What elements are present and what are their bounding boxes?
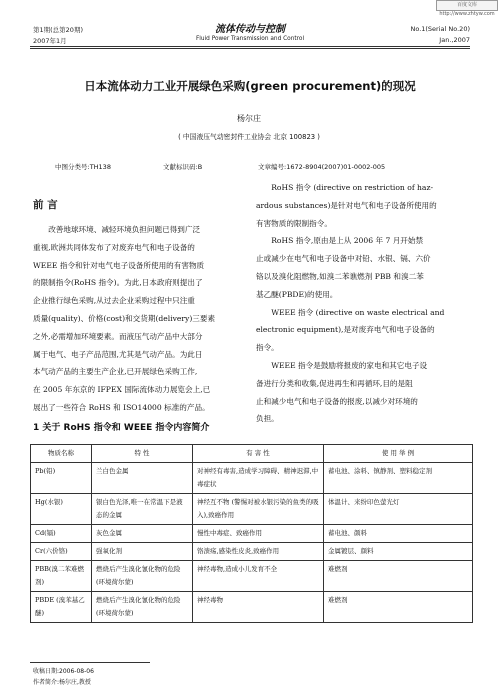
journal-title-en: Fluid Power Transmission and Control — [195, 36, 305, 42]
text-line: 改善地球环境、减轻环境负担问题已得到广泛 — [48, 225, 201, 234]
table-cell: 神经毒物,造成小儿发育不全 — [193, 561, 324, 592]
text-line: 止和减少电气和电子设备的报废,以减少对环境的 — [256, 396, 418, 406]
article-number: 文章编号:1672-8904(2007)01-0002-005 — [258, 163, 386, 171]
text-line: RoHS 指令 (directive on restriction of haz- — [271, 183, 434, 192]
table-row — [31, 463, 473, 494]
document-code: 文献标识码:B — [163, 163, 203, 171]
section1-heading: 1 关于 RoHS 指令和 WEEE 指令内容简介 — [33, 423, 210, 433]
text-line: 在 2005 年东京的 IFPEX 国际流体动力展览会上,已 — [33, 385, 211, 395]
table-row — [31, 592, 473, 623]
table-cell: PBB(溴二苯难燃剂) — [31, 561, 92, 592]
clc-number: 中图分类号:TH138 — [55, 163, 111, 171]
table-cell: 银白色光泽,唯一在常温下是液态的金属 — [92, 494, 193, 525]
author-bio: 作者简介:杨尔庄,教授 — [33, 679, 91, 686]
footnote-rule — [30, 662, 150, 663]
serial-number: No.1(Serial No.20) — [410, 25, 470, 33]
table-cell: 铬溃疡,感染性皮炎,致癌作用 — [193, 543, 324, 561]
table-header-cell: 有 害 性 — [193, 445, 324, 463]
table-header-row — [31, 445, 473, 463]
table-header-cell: 物质名称 — [31, 445, 92, 463]
text-line: RoHS 指令,原由是上从 2006 年 7 月开始禁 — [271, 236, 424, 246]
table-header-cell: 特 性 — [92, 445, 193, 463]
table-cell: 神经互不物 (警惕对被水银污染的鱼类的吸入),致癌作用 — [193, 494, 324, 525]
text-line: 重视,欧洲共同体发布了对废弃电气和电子设备的 — [33, 242, 195, 252]
author-name: 杨尔庄 — [237, 114, 261, 123]
table-cell: 燃烧后产生溴化氰化物的危险(环境荷尔蒙) — [92, 561, 193, 592]
text-line: WEEE 指令是鼓励将报废的家电和其它电子设 — [271, 360, 428, 370]
table-cell: 金属镀层、颜料 — [324, 543, 473, 561]
table-cell: 慢性中毒症、致癌作用 — [193, 525, 324, 543]
header-rule-thin — [30, 48, 470, 49]
table-cell: Cr(六价铬) — [31, 543, 92, 561]
watermark-badge: 百度文库 http://www.zhtyw.com — [436, 0, 498, 11]
issue-number: 第1期(总第20期) — [33, 26, 83, 34]
text-line: 止或减少在电气和电子设备中对铅、水银、镉、六价 — [256, 254, 431, 264]
received-date: 收稿日期:2006-08-06 — [33, 668, 94, 675]
text-line: 之外,必需增加环境要素。而液压气动产品中大部分 — [33, 331, 203, 341]
text-line: 的限制指令(RoHS 指令)。为此,日本政府则提出了 — [33, 278, 203, 288]
text-line: 铬以及溴化阻燃物,如溴二苯谯燃剂 PBB 和溴二苯 — [256, 271, 424, 281]
table-cell: 神经毒物 — [193, 592, 324, 623]
text-line: 基乙醚(PBDE)的使用。 — [256, 289, 338, 299]
table-cell: 兰白色金属 — [92, 463, 193, 494]
table-cell: Hg(水银) — [31, 494, 92, 525]
text-line: 展出了一些符合 RoHS 和 ISO14000 标准的产品。 — [33, 402, 210, 412]
text-line: 有害物质的限制指令。 — [256, 218, 332, 228]
table-row — [31, 543, 473, 561]
serial-date: Jan.,2007 — [439, 36, 470, 44]
table-cell: Pb(铅) — [31, 463, 92, 494]
table-row — [31, 494, 473, 525]
table-cell: 对神经有毒害,造成学习障碍、精神迟滞,中毒症状 — [193, 463, 324, 494]
table-cell: 强氧化剂 — [92, 543, 193, 561]
table-cell: Cd(镉) — [31, 525, 92, 543]
preface-body — [33, 221, 246, 417]
text-line: 备进行分类和收集,促进再生和再循环,目的是阻 — [256, 378, 413, 388]
table-cell: 蓄电池、颜料 — [324, 525, 473, 543]
hazardous-substances-table — [30, 444, 473, 623]
author-affiliation: ( 中国液压气动密封件工业协会 北京 100823 ) — [178, 133, 320, 141]
table-row — [31, 561, 473, 592]
right-column-body — [256, 179, 472, 428]
table-row — [31, 525, 473, 543]
table-cell: 灰色金属 — [92, 525, 193, 543]
journal-title: 流体传动与控制 — [215, 24, 285, 35]
text-line: 本气动产品的主要生产企业,已开展绿色采购工作, — [33, 367, 198, 377]
issue-date: 2007年1月 — [33, 37, 67, 45]
header-rule — [30, 46, 470, 47]
article-title: 日本流体动力工业开展绿色采购(green procurement)的现况 — [84, 79, 416, 93]
text-line: 属于电气、电子产品范围,尤其是气动产品。为此日 — [33, 349, 203, 359]
text-line: 质量(quality)、价格(cost)和交货期(delivery)三要素 — [33, 313, 216, 323]
text-line: electronic equipment),是对废弃电气和电子设备的 — [256, 325, 435, 335]
text-line: 指令。 — [256, 343, 279, 353]
table-cell: 体温计、来纷印色萤光灯 — [324, 494, 473, 525]
text-line: WEEE 指令 (directive on waste electrical and — [271, 307, 445, 317]
table-cell: 难燃剂 — [324, 561, 473, 592]
text-line: ardous substances)是针对电气和电子设备所使用的 — [256, 200, 437, 210]
text-line: 负担。 — [256, 414, 279, 424]
preface-heading: 前 言 — [33, 199, 58, 211]
table-header-cell: 使 用 举 例 — [324, 445, 473, 463]
table-cell: 难燃剂 — [324, 592, 473, 623]
table-cell: 蓄电池、涂料、镇静剂、塑料稳定剂 — [324, 463, 473, 494]
text-line: WEEE 指令和针对电气电子设备所使用的有害物质 — [33, 260, 205, 270]
text-line: 企业推行绿色采购,从过去企业采购过程中只注重 — [33, 296, 195, 306]
table-cell: PBDE (溴苯基乙醚) — [31, 592, 92, 623]
table-cell: 燃烧后产生溴化氰化物的危险(环境荷尔蒙) — [92, 592, 193, 623]
